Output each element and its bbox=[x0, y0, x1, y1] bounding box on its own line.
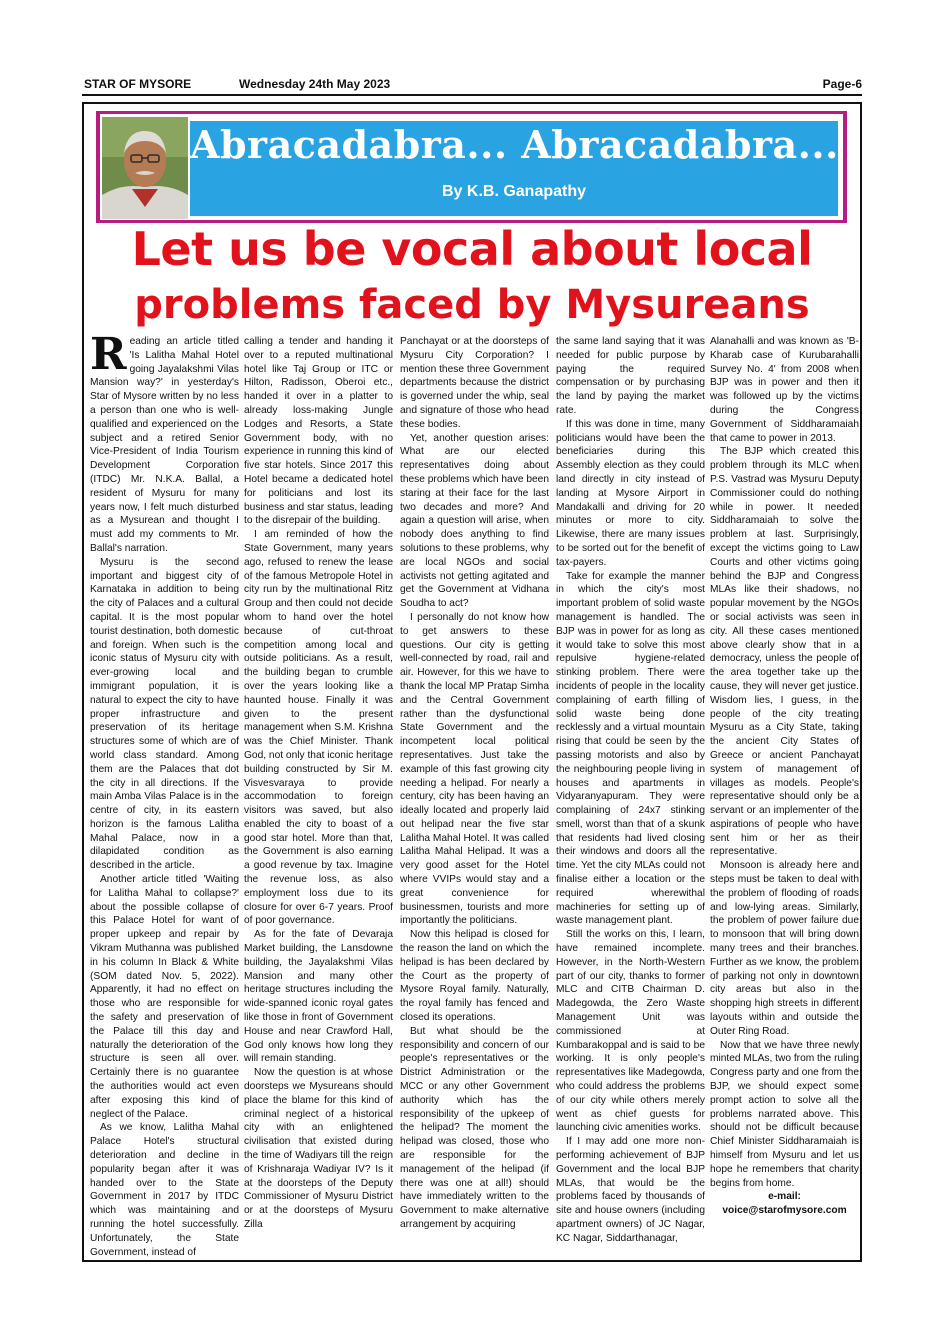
paragraph: Now this helipad is closed for the reason the land on which the helipad is has been declared by the Court as the property of Mysore Royal family. Naturally, the royal family has fenced and closed its operations. bbox=[400, 929, 549, 1024]
paragraph: Still the works on this, I learn, have remained incomplete. However, in the North-Western part of our city, thanks to former MLC and CITB Chairman D. Madegowda, the Zero Waste Management Unit was commissioned at Kumbarakoppal and is said to be working. It is only people's representatives like Madegowda, who could address the problems of our city while others merely went as chief guests for launching civic amenities works. bbox=[556, 929, 705, 1134]
issue-date: Wednesday 24th May 2023 bbox=[239, 77, 391, 91]
paragraph: I personally do not know how to get answers to these questions. Our city is getting well-connected by road, rail and air. However, for this we have to thank the local MP Pratap Simha and the Central Government rather than the dysfunctional State Government and the incompetent local political representatives. Just take the example of this fast growing city needing a helipad. For nearly a century, city has been having an ideally located and properly laid out helipad near the five star Lalitha Mahal Hotel. It was called Lalitha Mahal Helipad. It was a very good asset for the Hotel where VVIPs would stay and a great convenience for businessmen, tourists and more importantly the politicians. bbox=[400, 611, 549, 927]
author-byline: By K.B. Ganapathy bbox=[441, 183, 587, 200]
article-column-1 bbox=[90, 329, 239, 1258]
email-label: e-mail: bbox=[768, 1191, 801, 1203]
article-column-5 bbox=[710, 335, 859, 1248]
paragraph: As for the fate of Devaraja Market building, the Lansdowne building, the Jayalakshmi Vilas Mansion and many other heritage structures including the wide-spanned iconic royal gates like those in front of Government House and near Crawford Hall, God only knows how long they will remain standing. bbox=[244, 929, 393, 1065]
page-header bbox=[84, 76, 862, 93]
paragraph: If I may add one more non-performing achievement of BJP Government and the local BJP MLAs, that would be the problems faced by thousands of site and house owners (including apartment owners) of JC Nagar, KC Nagar, Siddarthanagar, bbox=[556, 1136, 705, 1244]
paragraph: the same land saying that it was needed for public purpose by paying the required compensation or by purchasing the land by paying the market rate. bbox=[556, 336, 705, 416]
paragraph: If this was done in time, many politicians would have been the beneficiaries during this Assembly election as they could land directly in city instead of landing at Mysore Airport in Mandakalli and driving for 20 minutes or more to city. Likewise, there are many issues to be sorted out for the benefit of tax-payers. bbox=[556, 418, 705, 568]
article-column-2 bbox=[244, 335, 393, 1248]
paragraph: Monsoon is already here and steps must be taken to deal with the problem of flooding of roads and low-lying areas. Similarly, the problem of power failure due to monsoon that will bring down many trees and their branches. Further as we know, the problem of parking not only in downtown city areas but also in the shopping high streets in different layouts within and outside the Outer Ring Road. bbox=[710, 860, 859, 1037]
paragraph: As we know, Lalitha Mahal Palace Hotel's structural deterioration and decline in popularity began after it was handed over to the State Government in 2017 by ITDC which was maintaining and running the hotel successfully. Unfortunately, the State Government, instead of bbox=[90, 1122, 239, 1258]
article-column-4 bbox=[556, 335, 705, 1248]
paragraph: Now the question is at whose doorsteps we Mysureans should place the blame for this kind of criminal neglect of a historical city with an enlightened civilisation that existed during the time of Wadiyars till the reign of Krishnaraja Wadiyar IV? Is it at the doorsteps of the Deputy Commissioner of Mysuru District or at the doorsteps of Mysuru Zilla bbox=[244, 1067, 393, 1230]
article-column-3 bbox=[400, 335, 549, 1248]
headline-line-2: problems faced by Mysureans bbox=[134, 282, 810, 328]
newspaper-name: STAR OF MYSORE bbox=[84, 77, 192, 91]
paragraph: Now that we have three newly minted MLAs, two from the ruling Congress party and one from the BJP, we should expect some prompt action to solve all the problems narrated above. This should not be difficult because Chief Minister Siddharamaiah is himself from Mysuru and let us hope he remembers that charity begins from home. bbox=[710, 1039, 859, 1189]
paragraph: Another article titled 'Waiting for Lalitha Mahal to collapse?' about the possible collapse of this Palace Hotel for want of proper upkeep and repair by Vikram Muthanna was published in his column In Black & White (SOM dated Nov. 5, 2022). Apparently, it had no effect on those who are responsible for the safety and preservation of the Palace till this day and naturally the deterioration of the structure is seen all over. Certainly there is no guarantee the authorities would act even after exposing this kind of neglect of the Palace. bbox=[90, 874, 239, 1120]
paragraph: Mysuru is the second important and biggest city of Karnataka in addition to being the city of Palaces and a cultural capital. It is the most popular tourist destination, both domestic and foreign. When such is the iconic status of Mysuru city with ever-growing local and immigrant population, it is natural to expect the city to have proper infrastructure and preservation of its heritage structures some of which are of world class standard. Among them are the Palaces that dot the city in all directions. If the main Amba Vilas Palace is in the centre of city, in its eastern horizon is the famous Lalitha Mahal Palace, now in a dilapidated condition as described in the article. bbox=[90, 556, 239, 872]
paragraph: But what should be the responsibility and concern of our people's representatives or the District Administration or the MCC or any other Government authority which has the responsibility of the upkeep of the helipad? The moment the helipad was closed, those who are responsible for the management of the helipad (if there was one at all!) should have immediately written to the Government to make alternative arrangement by acquiring bbox=[400, 1025, 549, 1230]
page-number: Page-6 bbox=[822, 77, 862, 91]
email-address[interactable]: voice@starofmysore.com bbox=[722, 1205, 847, 1217]
paragraph: eading an article titled 'Is Lalitha Mahal Hotel going Jayalakshmi Vilas Mansion way?' in yesterday's Star of Mysore written by no less a person than one who is well-qualified and experienced on the subject and a retired Senior Vice-President of India Tourism Development Corporation (ITDC) Mr. N.K.A. Ballal, a resident of Mysuru for many years now, I felt much disturbed as a Mysurean and thought I must add my comments to Mr. Ballal's narration. bbox=[90, 336, 239, 554]
headline-line-1: Let us be vocal about local bbox=[131, 222, 813, 276]
paragraph: Yet, another question arises: What are our elected representatives doing about these problems which have been staring at their face for the last two decades and more? And again a question will arise, when nobody does anything to find solutions to these problems, why are local NGOs and social activists not getting agitated and get the Government at Vidhana Soudha to act? bbox=[400, 432, 549, 610]
paragraph: calling a tender and handing it over to a reputed multinational hotel like Taj Group or ITC or Hilton, Radisson, Oberoi etc., handed it over in a platter to already loss-making Jungle Lodges and Resorts, a State Government body, with no experience in running this kind of five star hotels. Since 2017 this Hotel became a dedicated hotel for politicians and lost its business and star status, leading to the disrepair of the building. bbox=[244, 336, 393, 527]
paragraph: The BJP which created this problem through its MLC when P.S. Vastrad was Mysuru Deputy Commissioner could do nothing while in power. It needed Siddharamaiah to solve the problem at last. Surprisingly, except the victims going to Law Courts and other victims going behind the BJP and Congress MLAs like their shadows, no popular movement by the NGOs or social activists was seen in city. All these cases mentioned above clearly show that in a democracy, unless the people of the area together take up the cause, they will never get justice. Wisdom lies, I guess, in the people of the city treating Mysuru as a City State, taking the ancient City States of Greece or ancient Panchayat system of management of villages as models. People's representative should only be a servant or an implementer of the aspirations of people who have sent him or her as their representative. bbox=[710, 446, 859, 858]
paragraph: Take for example the manner in which the city's most important problem of solid waste management is handled. The BJP was in power for as long as it would take to solve this most repulsive hygiene-related stinking problem. There were incidents of people in the locality complaining of earth filling of solid waste being done recklessly and a virtual mountain rising that could be seen by the passing motorists and also by the neighbouring people living in houses and apartments in Vidyaranyapuram. They were complaining of 24x7 stinking smell, worst than that of a skunk that residents had lived closing their windows and doors all the time. Yet the city MLAs could not finalise either a location or the required wherewithal machineries for setting up of waste management plant. bbox=[556, 570, 705, 927]
paragraph: Alanahalli and was known as 'B-Kharab case of Kurubarahalli Survey No. 4' from 2008 when BJP was in power and then it was followed up by the victims during the Congress Government of Siddharamaiah that came to power in 2013. bbox=[710, 336, 859, 444]
column-title: Abracadabra... Abracadabra... bbox=[190, 122, 839, 167]
drop-cap: R bbox=[90, 329, 127, 380]
header-rule bbox=[82, 94, 862, 96]
paragraph: I am reminded of how the State Government, many years ago, refused to renew the lease of the famous Metropole Hotel in city run by the multinational Ritz Group and then could not decide whom to hand over the hotel because of cut-throat competition among local and outside politicians. As a result, the building began to crumble over the years looking like a haunted house. Finally it was given to the present management when S.M. Krishna was the Chief Minister. Thank God, not only that iconic heritage building constructed by Sir M. Visvesvaraya to provide accommodation to foreign visitors was saved, but also enabled the city to boast of a good star hotel. More than that, the Government is also earning a good revenue by tax. Imagine the revenue loss, as also employment loss due to its closure for over 6-7 years. Proof of poor governance. bbox=[244, 529, 393, 927]
paragraph: Panchayat or at the doorsteps of Mysuru City Corporation? I mention these three Government departments because the district is governed under the whip, seal and signature of those who head these bodies. bbox=[400, 336, 549, 430]
author-photo bbox=[102, 117, 188, 219]
